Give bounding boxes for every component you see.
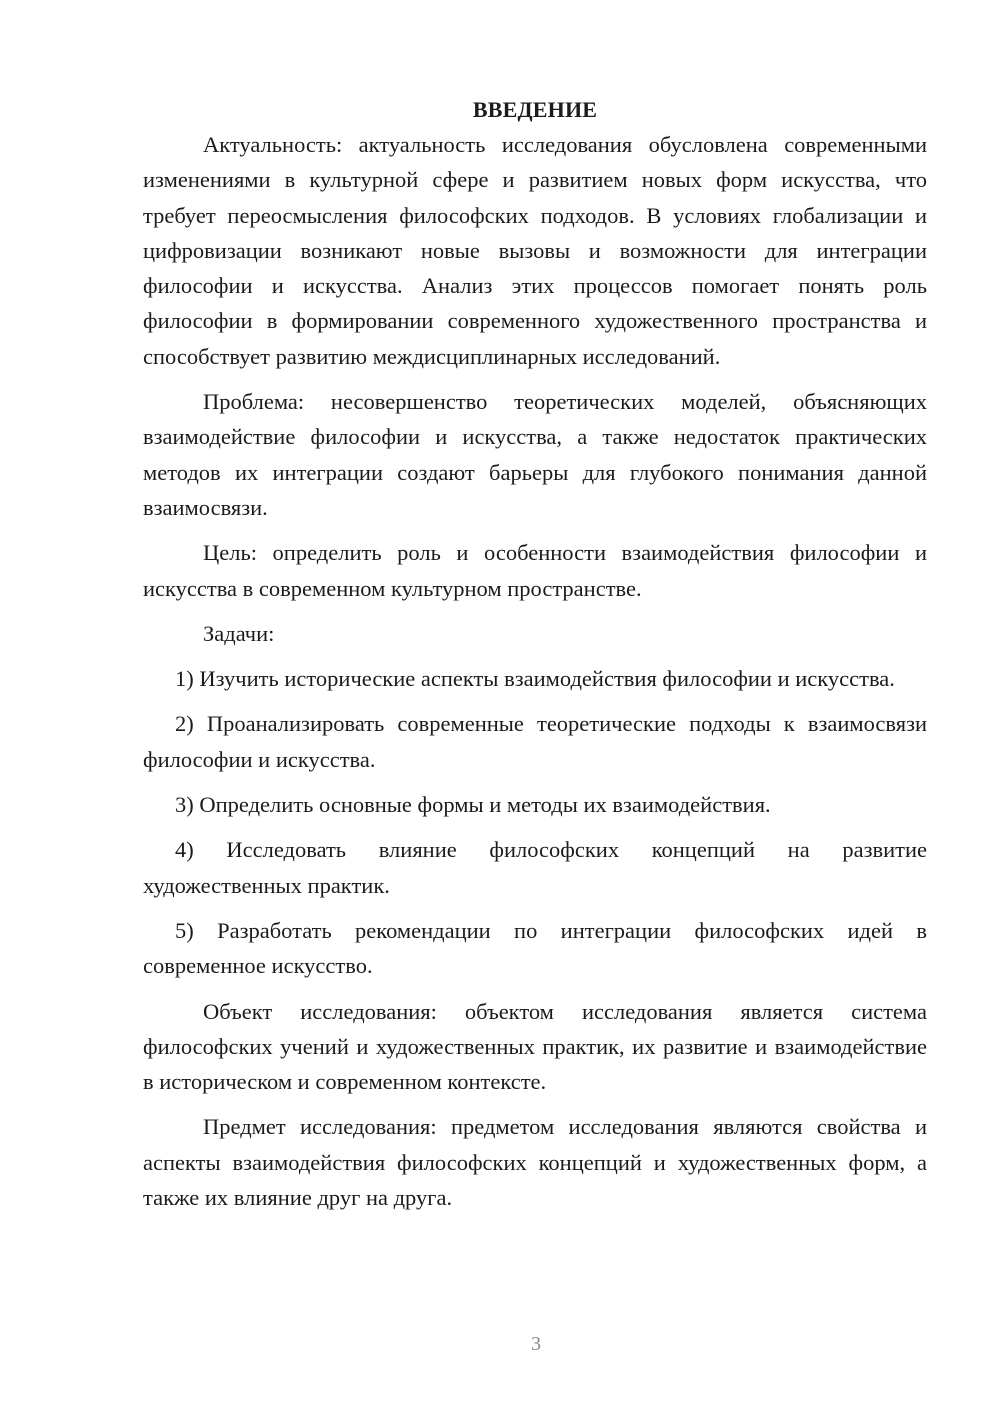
task-item: 2) Проанализировать современные теоретические подходы к взаимосвязи философии и искусства.	[143, 711, 927, 772]
paragraph-goal: Цель: определить роль и особенности взаимодействия философии и искусства в современном культурном пространстве.	[143, 540, 927, 601]
tasks-heading: Задачи:	[203, 620, 275, 646]
task-item: 1) Изучить исторические аспекты взаимодействия философии и искусства.	[175, 666, 895, 692]
page-number: 3	[531, 1333, 541, 1355]
task-item: 4) Исследовать влияние философских концепций на развитие художественных практик.	[143, 837, 927, 898]
page-title: ВВЕДЕНИЕ	[472, 97, 598, 122]
task-item: 3) Определить основные формы и методы их взаимодействия.	[175, 792, 771, 818]
paragraph-subject: Предмет исследования: предметом исследования являются свойства и аспекты взаимодействия философских концепций и художественных форм, а также их влияние друг на друга.	[143, 1114, 927, 1211]
document-page	[143, 92, 927, 1215]
paragraph-problem: Проблема: несовершенство теоретических моделей, объясняющих взаимодействие философии и искусства, а также недостаток практических методов их интеграции создают барьеры для глубокого понимания данной взаимосвязи.	[143, 389, 927, 520]
tasks-list	[143, 661, 927, 983]
paragraph-object: Объект исследования: объектом исследования является система философских учений и художественных практик, их развитие и взаимодействие в историческом и современном контексте.	[143, 998, 927, 1095]
task-item: 5) Разработать рекомендации по интеграции философских идей в современное искусство.	[143, 917, 927, 979]
paragraph-relevance: Актуальность: актуальность исследования обусловлена современными изменениями в культурной сфере и развитием новых форм искусства, что требует переосмысления философских подходов. В условиях глобализации и цифровизации возникают новые вызовы и возможности для интеграции философии и искусства. Анализ этих процессов помогает понять роль философии в формировании современного художественного пространства и способствует развитию междисциплинарных исследований.	[143, 132, 927, 369]
